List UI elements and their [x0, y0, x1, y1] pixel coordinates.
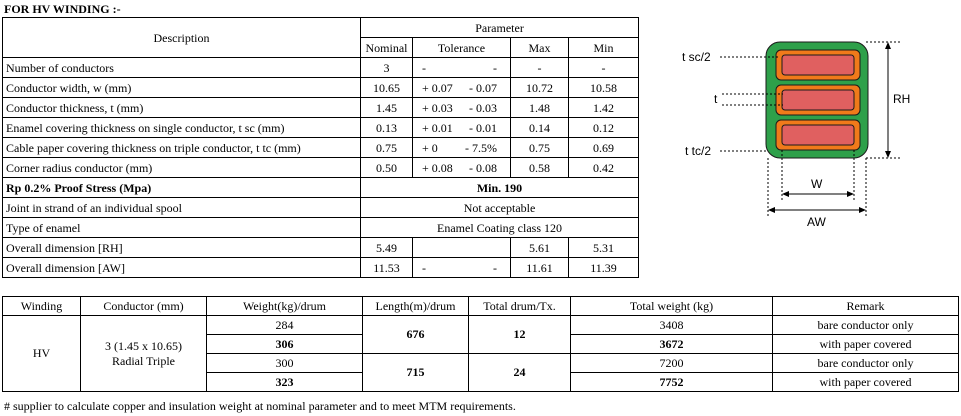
weight-value: 306	[207, 335, 363, 354]
nominal-value: 3	[361, 58, 413, 78]
row-description: Overall dimension [RH]	[3, 238, 361, 258]
row-description: Corner radius conductor (mm)	[3, 158, 361, 178]
conductor-cross-section-diagram	[660, 28, 930, 228]
row-description: Number of conductors	[3, 58, 361, 78]
rh-arrow-top	[885, 42, 891, 49]
remark-value: with paper covered	[773, 335, 959, 354]
max-header: Max	[511, 38, 569, 58]
conductor-cell	[81, 316, 207, 392]
parameter-header: Parameter	[361, 18, 639, 38]
tolerance-cell	[413, 158, 511, 178]
table-row	[3, 158, 639, 178]
tolerance-minus: -	[493, 260, 497, 275]
label-rh: RH	[893, 92, 911, 106]
tolerance-minus: - 0.08	[469, 160, 497, 175]
weight-value: 284	[207, 316, 363, 335]
tolerance-plus: + 0.03	[422, 100, 453, 115]
table-row	[3, 58, 639, 78]
tolerance-minus: - 0.07	[469, 80, 497, 95]
weight-value: 323	[207, 373, 363, 392]
tolerance-cell	[413, 258, 511, 278]
header-total-weight: Total weight (kg)	[571, 297, 773, 316]
description-header: Description	[3, 18, 361, 58]
max-value: 5.61	[511, 238, 569, 258]
label-ttc: t tc/2	[685, 144, 712, 158]
w-arrow-right	[847, 191, 854, 197]
row-description: Conductor thickness, t (mm)	[3, 98, 361, 118]
tolerance-cell	[413, 58, 511, 78]
tolerance-plus: + 0.08	[422, 160, 453, 175]
total-weight-value: 3408	[571, 316, 773, 335]
min-value: 10.58	[569, 78, 639, 98]
remark-value: bare conductor only	[773, 316, 959, 335]
min-value: 0.12	[569, 118, 639, 138]
table-row	[3, 178, 639, 198]
table-row	[3, 78, 639, 98]
min-value: 0.69	[569, 138, 639, 158]
row-description: Conductor width, w (mm)	[3, 78, 361, 98]
tolerance-cell	[413, 138, 511, 158]
proof-stress-value: Min. 190	[361, 178, 639, 198]
nominal-value: 0.13	[361, 118, 413, 138]
tolerance-plus: + 0	[422, 140, 438, 155]
row-description: Type of enamel	[3, 218, 361, 238]
header-winding: Winding	[3, 297, 81, 316]
header-total-drum: Total drum/Tx.	[469, 297, 571, 316]
length-value: 715	[363, 354, 469, 392]
max-value: 0.58	[511, 158, 569, 178]
conductor-line-2: Radial Triple	[111, 353, 175, 368]
copper-conductor-2	[782, 90, 854, 110]
table-row	[3, 316, 959, 335]
section-title: FOR HV WINDING :-	[4, 2, 121, 16]
rh-arrow-bottom	[885, 151, 891, 158]
min-value: 0.42	[569, 158, 639, 178]
min-value: -	[569, 58, 639, 78]
table-row	[3, 258, 639, 278]
remark-value: with paper covered	[773, 373, 959, 392]
max-value: 0.14	[511, 118, 569, 138]
row-description: Cable paper covering thickness on triple conductor, t tc (mm)	[3, 138, 361, 158]
max-value: 11.61	[511, 258, 569, 278]
nominal-value: 0.50	[361, 158, 413, 178]
tolerance-plus: -	[422, 260, 426, 275]
total-weight-value: 7752	[571, 373, 773, 392]
footnote: # supplier to calculate copper and insulation weight at nominal parameter and to meet MTM requirements.	[4, 399, 516, 413]
table-row	[3, 138, 639, 158]
nominal-value: 1.45	[361, 98, 413, 118]
tolerance-cell	[413, 78, 511, 98]
weight-value: 300	[207, 354, 363, 373]
copper-conductor-3	[782, 125, 854, 145]
remark-value: bare conductor only	[773, 354, 959, 373]
max-value: 1.48	[511, 98, 569, 118]
tolerance-plus: + 0.07	[422, 80, 453, 95]
tolerance-minus: - 0.03	[469, 100, 497, 115]
label-w: W	[811, 177, 823, 191]
drum-count-value: 12	[469, 316, 571, 354]
header-remark: Remark	[773, 297, 959, 316]
row-description: Rp 0.2% Proof Stress (Mpa)	[3, 178, 361, 198]
hv-winding-parameter-table	[2, 17, 639, 278]
min-value: 11.39	[569, 258, 639, 278]
aw-arrow-left	[768, 207, 775, 213]
table-row	[3, 198, 639, 218]
max-value: 0.75	[511, 138, 569, 158]
tolerance-minus: - 7.5%	[465, 140, 497, 155]
aw-arrow-right	[859, 207, 866, 213]
min-header: Min	[569, 38, 639, 58]
copper-conductor-1	[782, 55, 854, 75]
label-tsc: t sc/2	[682, 50, 711, 64]
nominal-value: 5.49	[361, 238, 413, 258]
table-row	[3, 98, 639, 118]
drum-weight-table	[2, 296, 959, 392]
tolerance-plus: -	[422, 60, 426, 75]
label-aw: AW	[807, 215, 826, 228]
total-weight-value: 7200	[571, 354, 773, 373]
tolerance-cell	[413, 98, 511, 118]
header-conductor: Conductor (mm)	[81, 297, 207, 316]
tolerance-cell	[413, 238, 511, 258]
row-description: Enamel covering thickness on single conductor, t sc (mm)	[3, 118, 361, 138]
header-weight-per-drum: Weight(kg)/drum	[207, 297, 363, 316]
table-row	[3, 118, 639, 138]
row-description: Joint in strand of an individual spool	[3, 198, 361, 218]
nominal-value: 10.65	[361, 78, 413, 98]
nominal-header: Nominal	[361, 38, 413, 58]
table-row	[3, 218, 639, 238]
conductor-line-1: 3 (1.45 x 10.65)	[105, 338, 182, 353]
total-weight-value: 3672	[571, 335, 773, 354]
min-value: 5.31	[569, 238, 639, 258]
max-value: -	[511, 58, 569, 78]
w-arrow-left	[782, 191, 789, 197]
min-value: 1.42	[569, 98, 639, 118]
table-row	[3, 238, 639, 258]
row-description: Overall dimension [AW]	[3, 258, 361, 278]
tolerance-header: Tolerance	[413, 38, 511, 58]
drum-count-value: 24	[469, 354, 571, 392]
max-value: 10.72	[511, 78, 569, 98]
nominal-value: 0.75	[361, 138, 413, 158]
tolerance-minus: -	[493, 60, 497, 75]
nominal-value: 11.53	[361, 258, 413, 278]
header-length-per-drum: Length(m)/drum	[363, 297, 469, 316]
length-value: 676	[363, 316, 469, 354]
joint-value: Not acceptable	[361, 198, 639, 218]
tolerance-minus: - 0.01	[469, 120, 497, 135]
tolerance-cell	[413, 118, 511, 138]
winding-cell: HV	[3, 316, 81, 392]
label-t: t	[714, 92, 718, 106]
enamel-type-value: Enamel Coating class 120	[361, 218, 639, 238]
tolerance-plus: + 0.01	[422, 120, 453, 135]
